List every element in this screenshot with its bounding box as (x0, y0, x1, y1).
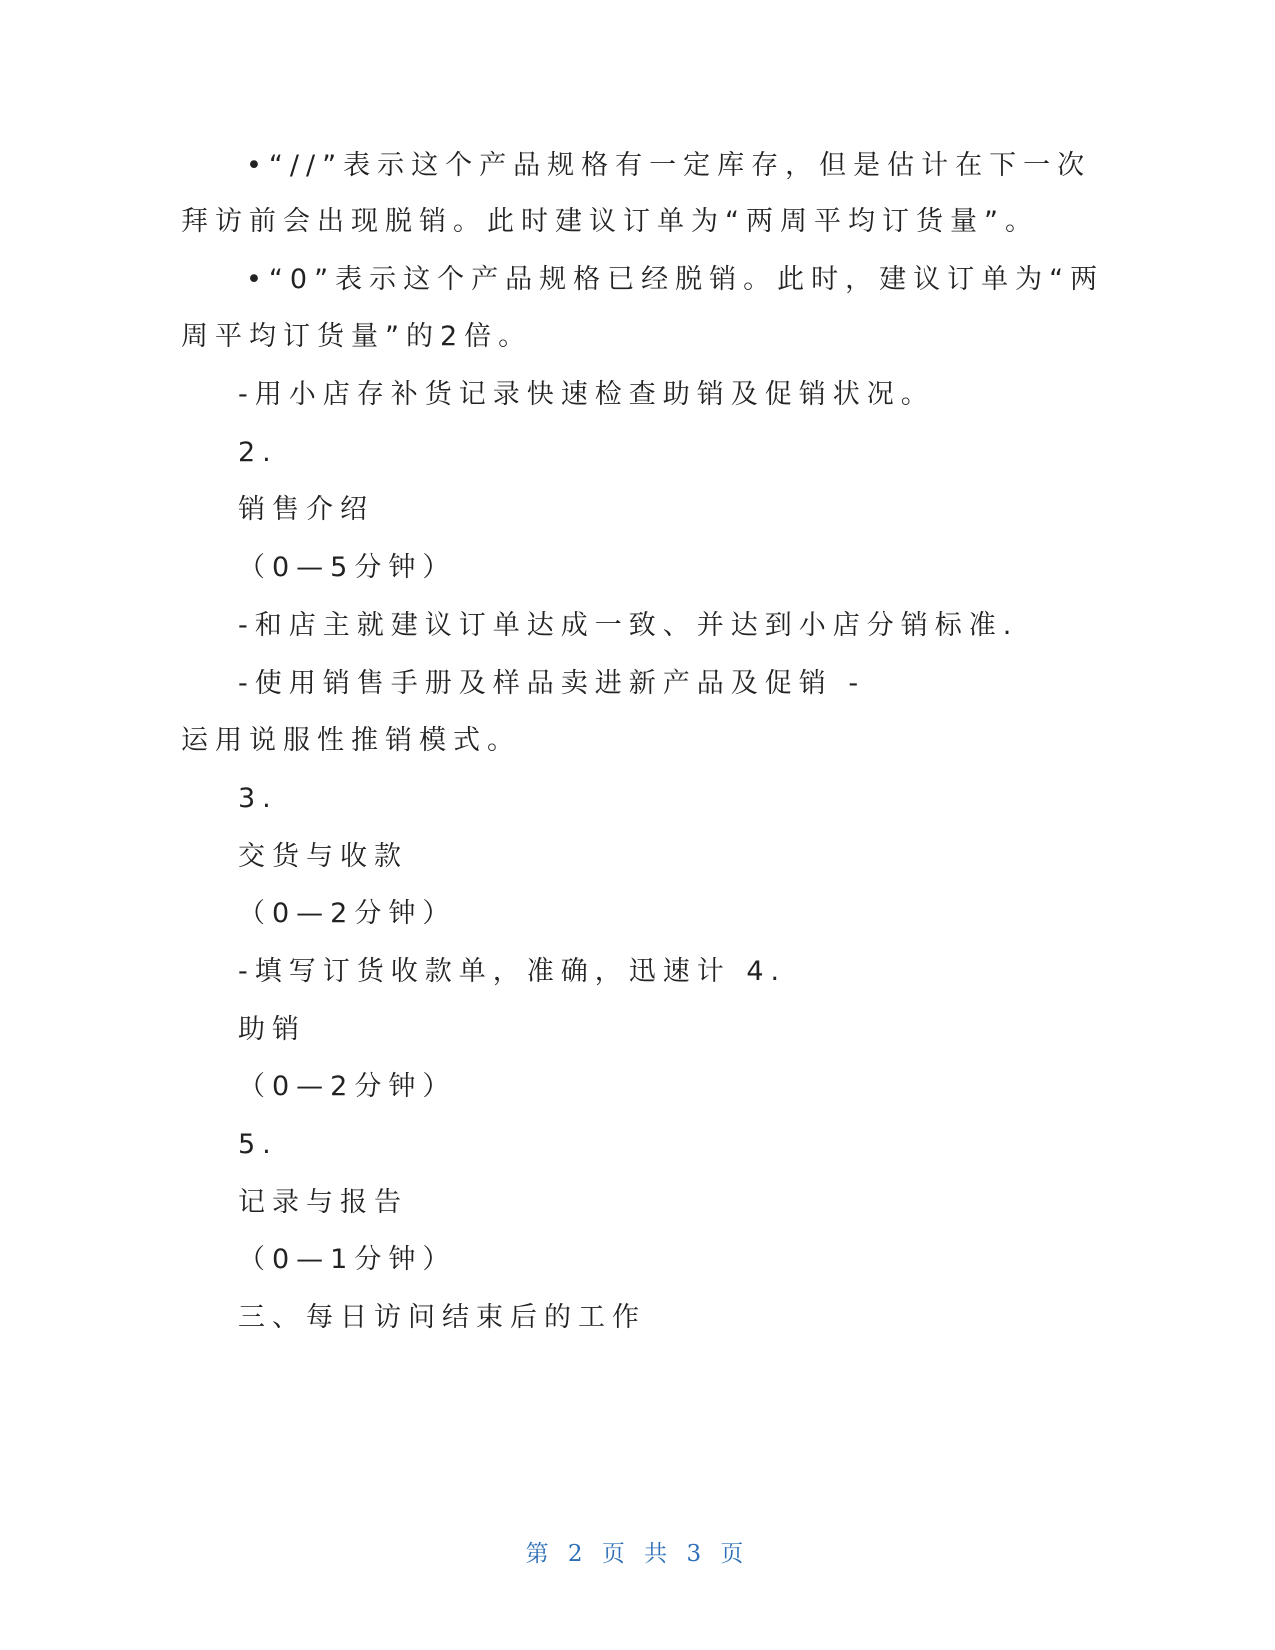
chapter-heading: 三、每日访问结束后的工作 (238, 1302, 646, 1333)
paragraph-line: -使用销售手册及样品卖进新产品及促销 - (238, 668, 866, 699)
paragraph-line: 周平均订货量”的2倍。 (181, 321, 533, 352)
paragraph-line: -用小店存补货记录快速检查助销及促销状况。 (238, 379, 935, 410)
paragraph-line: 运用说服性推销模式。 (181, 725, 521, 756)
section-number: 5. (238, 1129, 278, 1160)
paragraph-line: -填写订货收款单，准确，迅速计 4. (238, 956, 787, 987)
paragraph-line: 拜访前会出现脱销。此时建议订单为“两周平均订货量”。 (181, 206, 1039, 237)
paragraph-line: •“0”表示这个产品规格已经脱销。此时，建议订单为“两 (246, 264, 1105, 295)
duration-label: （0—2分钟） (238, 898, 457, 929)
section-heading: 交货与收款 (238, 841, 408, 872)
section-number: 3. (238, 783, 278, 814)
duration-label: （0—2分钟） (238, 1071, 457, 1102)
paragraph-line: -和店主就建议订单达成一致、并达到小店分销标准. (238, 610, 1019, 641)
section-heading: 记录与报告 (238, 1187, 408, 1218)
section-heading: 助销 (238, 1014, 306, 1045)
paragraph-line: •“//”表示这个产品规格有一定库存，但是估计在下一次 (246, 150, 1092, 181)
section-number: 2. (238, 437, 278, 468)
duration-label: （0—5分钟） (238, 552, 457, 583)
duration-label: （0—1分钟） (238, 1244, 457, 1275)
page-number-footer: 第 2 页 共 3 页 (525, 1541, 750, 1567)
section-heading: 销售介绍 (238, 494, 374, 525)
